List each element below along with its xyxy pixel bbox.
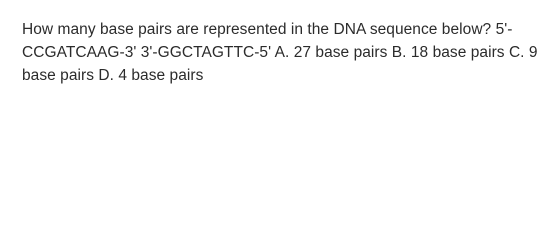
question-card bbox=[0, 0, 558, 105]
question-text: How many base pairs are represented in the DNA sequence below? 5'-CCGATCAAG-3' 3'-GGCTAGTTC-5' A. 27 base pairs B. 18 base pairs C. 9 base pairs D. 4 base pairs bbox=[22, 21, 538, 84]
